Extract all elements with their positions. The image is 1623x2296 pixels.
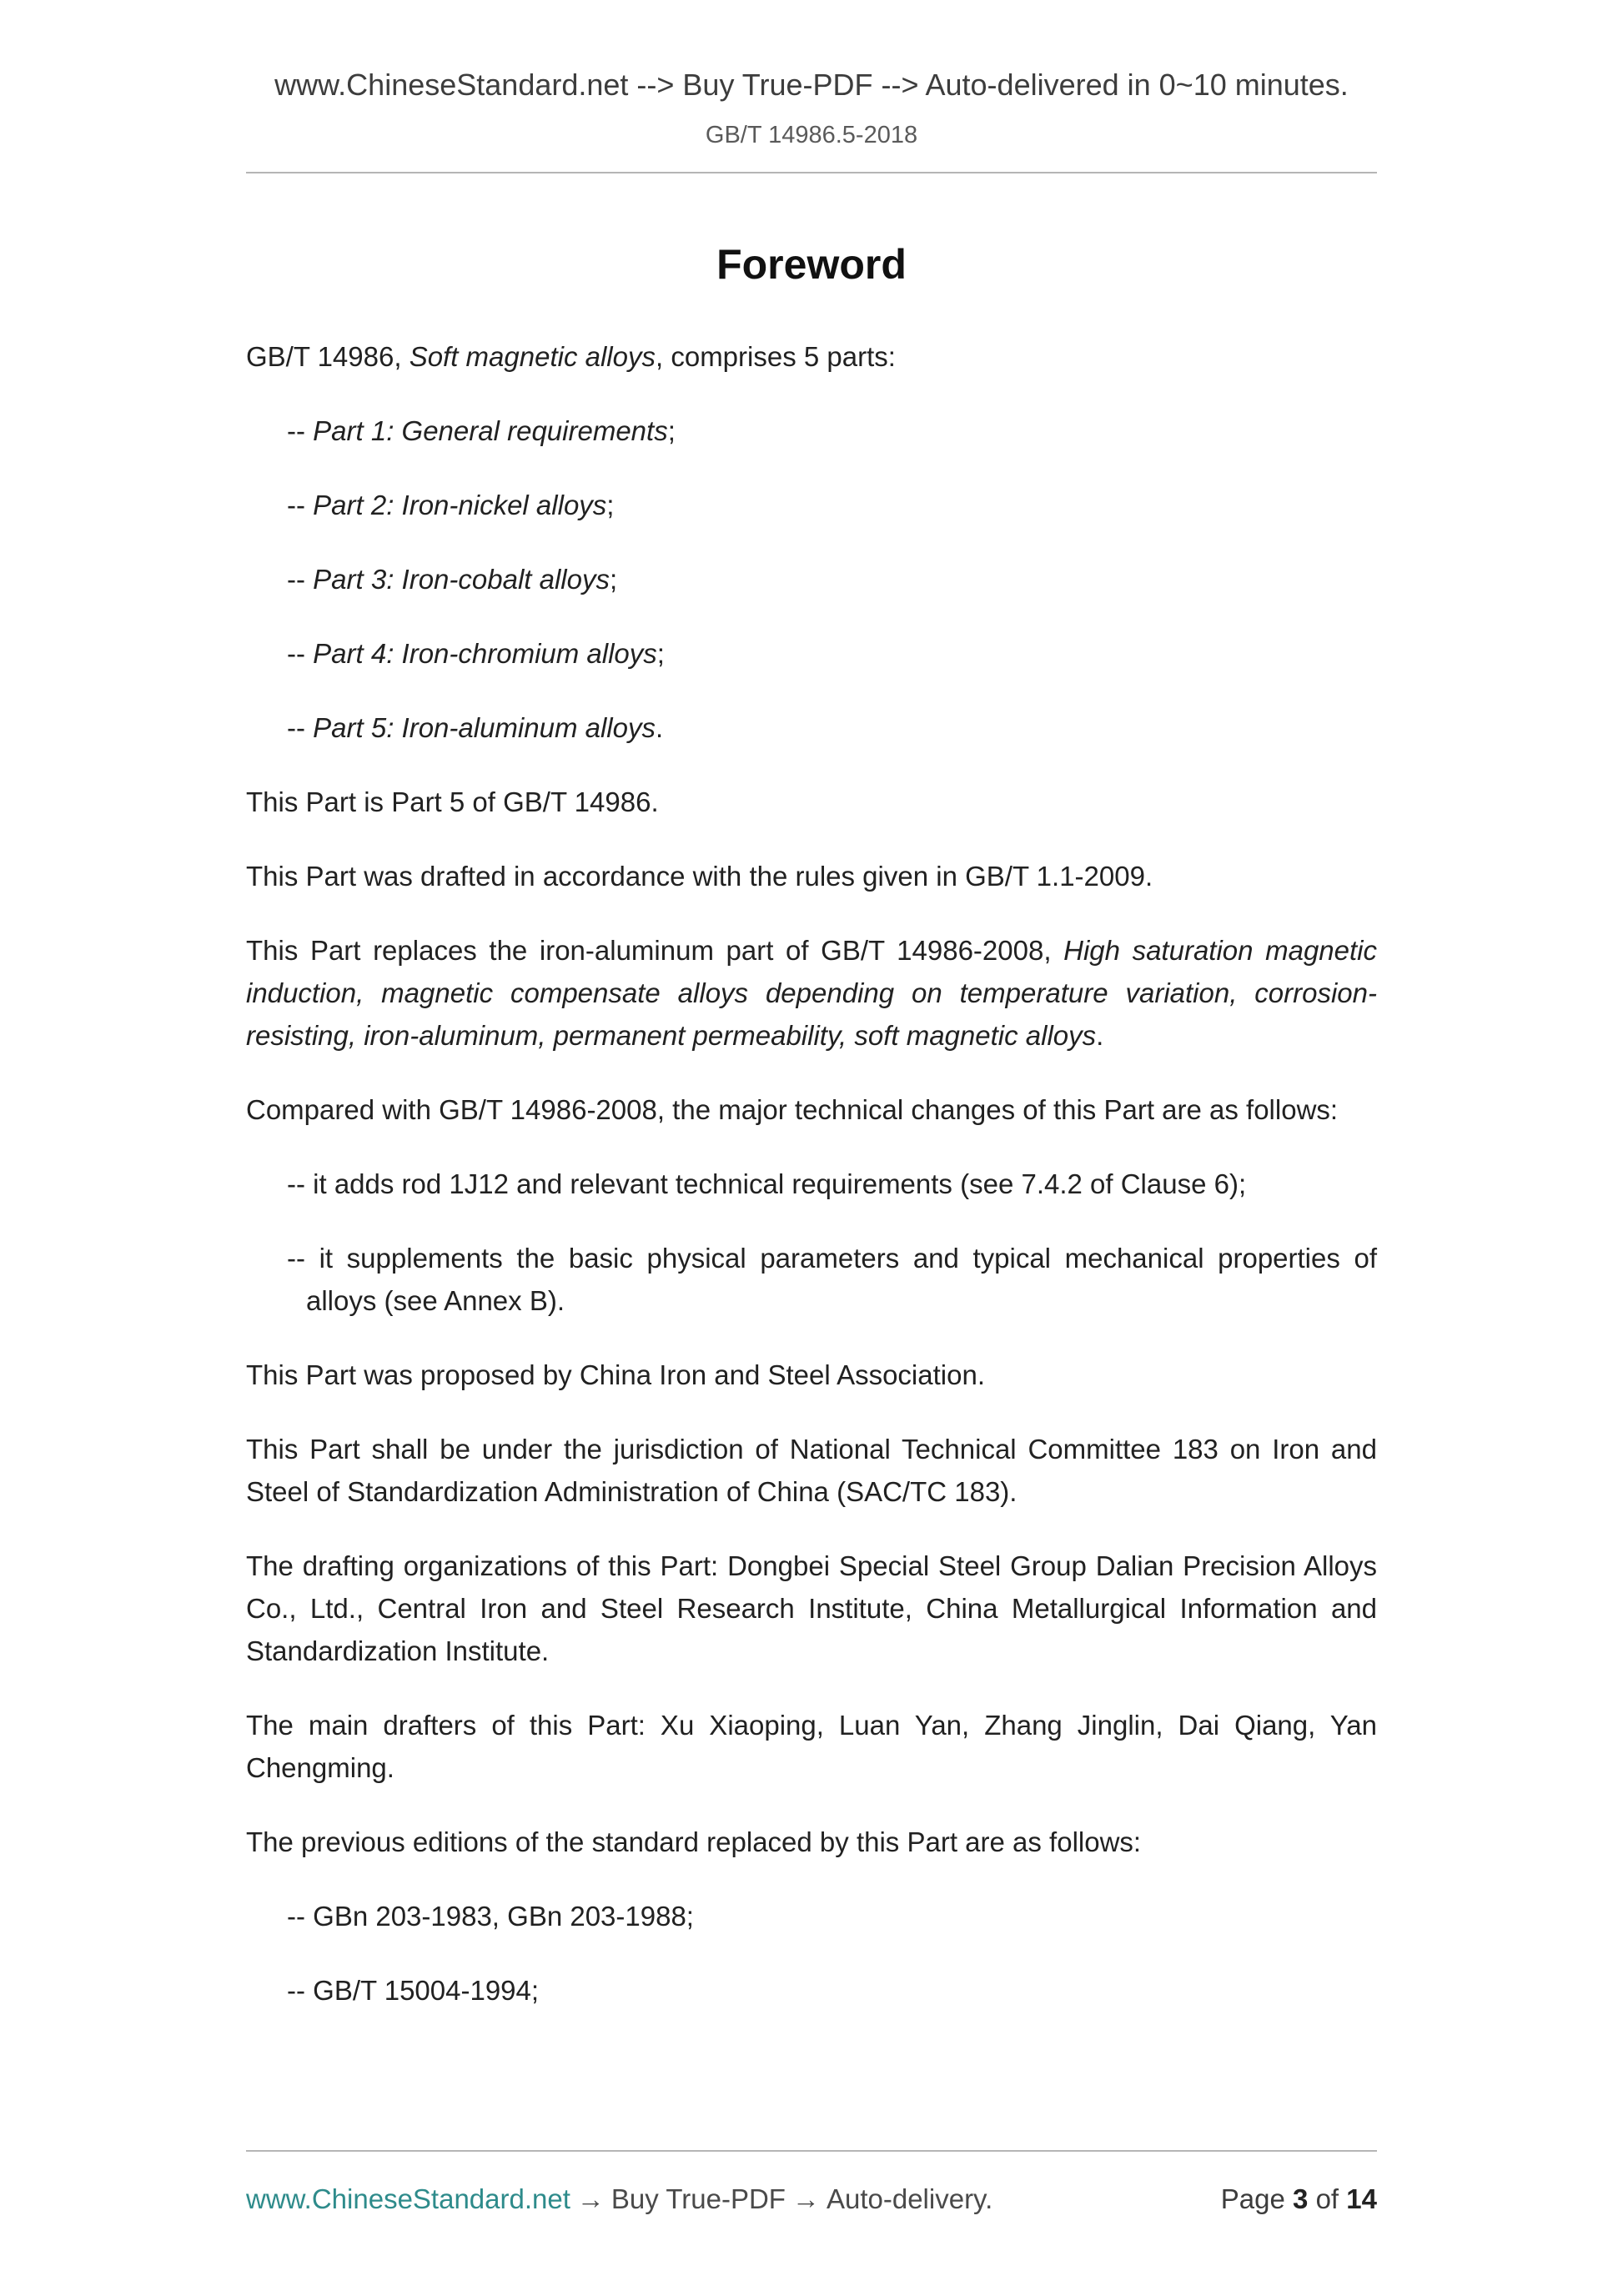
paragraph xyxy=(246,929,1377,1057)
list-item xyxy=(246,1163,1377,1205)
text: ; xyxy=(610,564,618,595)
footer-site-link[interactable]: www.ChineseStandard.net xyxy=(246,2183,570,2214)
text: GB/T 14986, xyxy=(246,341,410,372)
footer-delivery-text: Auto-delivery. xyxy=(826,2183,993,2214)
text: -- it supplements the basic physical parameters and typical mechanical properties of alloys (see Annex B). xyxy=(287,1243,1377,1316)
paragraph xyxy=(246,855,1377,897)
text: This Part was drafted in accordance with the rules given in GB/T 1.1-2009. xyxy=(246,861,1153,892)
paragraph xyxy=(246,1821,1377,1863)
arrow-icon: → xyxy=(576,2183,605,2214)
text: -- GB/T 15004-1994; xyxy=(287,1975,540,2006)
text: -- xyxy=(287,638,314,669)
paragraph xyxy=(246,781,1377,823)
text: -- xyxy=(287,415,314,446)
header-doc-number: GB/T 14986.5-2018 xyxy=(705,122,918,148)
italic-text: Part 2: Iron-nickel alloys xyxy=(313,490,607,520)
page-current: 3 xyxy=(1293,2183,1309,2214)
list-item xyxy=(246,558,1377,600)
paragraph xyxy=(246,335,1377,378)
text: The previous editions of the standard replaced by this Part are as follows: xyxy=(246,1826,1142,1857)
header-tagline: www.ChineseStandard.net --> Buy True-PDF --> Auto-delivered in 0~10 minutes. xyxy=(274,68,1349,102)
document-content xyxy=(246,240,1377,2012)
text: , comprises 5 parts: xyxy=(656,341,896,372)
footer-buy-text: Buy True-PDF xyxy=(611,2183,786,2214)
arrow-icon: → xyxy=(791,2183,820,2214)
list-item xyxy=(246,409,1377,452)
text: . xyxy=(655,712,664,743)
document-body xyxy=(246,335,1377,2012)
page-label: Page xyxy=(1220,2183,1285,2214)
text: ; xyxy=(606,490,615,520)
paragraph xyxy=(246,1354,1377,1396)
italic-text: High saturation magnetic induction, magnetic compensate alloys depending on temperature variation, corrosion-resisting, iron-aluminum, permanent permeability, soft magnetic alloys xyxy=(246,935,1378,1051)
text: -- it adds rod 1J12 and relevant technical requirements (see 7.4.2 of Clause 6); xyxy=(287,1168,1247,1199)
list-item xyxy=(246,706,1377,749)
text: -- xyxy=(287,564,314,595)
page-total: 14 xyxy=(1346,2183,1377,2214)
list-item xyxy=(246,1895,1377,1937)
paragraph xyxy=(246,1428,1377,1513)
text: -- GBn 203-1983, GBn 203-1988; xyxy=(287,1901,694,1932)
text: ; xyxy=(667,415,676,446)
list-item xyxy=(246,1969,1377,2012)
footer-branding xyxy=(246,2182,992,2217)
paragraph xyxy=(246,1088,1377,1131)
of-label: of xyxy=(1315,2183,1339,2214)
text: The drafting organizations of this Part: Dongbei Special Steel Group Dalian Precision Alloys Co., Ltd., Central Iron and Steel Research Institute, China Metallurgical Information and Standardization Institute. xyxy=(246,1550,1377,1666)
page-title: Foreword xyxy=(716,241,907,288)
italic-text: Soft magnetic alloys xyxy=(409,341,656,372)
italic-text: Part 1: General requirements xyxy=(313,415,668,446)
page-number xyxy=(1221,2182,1377,2217)
italic-text: Part 3: Iron-cobalt alloys xyxy=(313,564,610,595)
list-item xyxy=(246,1237,1377,1322)
page-footer xyxy=(246,2150,1377,2217)
italic-text: Part 4: Iron-chromium alloys xyxy=(313,638,657,669)
list-item xyxy=(246,484,1377,526)
text: . xyxy=(1096,1020,1104,1051)
paragraph xyxy=(246,1704,1377,1789)
text: This Part is Part 5 of GB/T 14986. xyxy=(246,786,659,817)
list-item xyxy=(246,632,1377,675)
text: -- xyxy=(287,490,314,520)
header-divider xyxy=(246,172,1377,173)
text: -- xyxy=(287,712,314,743)
text: Compared with GB/T 14986-2008, the major technical changes of this Part are as follows: xyxy=(246,1094,1339,1125)
text: This Part was proposed by China Iron and Steel Association. xyxy=(246,1359,985,1390)
text: ; xyxy=(656,638,665,669)
paragraph xyxy=(246,1545,1377,1672)
text: The main drafters of this Part: Xu Xiaoping, Luan Yan, Zhang Jinglin, Dai Qiang, Yan Chengming. xyxy=(246,1710,1377,1783)
text: This Part shall be under the jurisdiction of National Technical Committee 183 on Iron and Steel of Standardization Administration of China (SAC/TC 183). xyxy=(246,1434,1377,1507)
text: This Part replaces the iron-aluminum part of GB/T 14986-2008, xyxy=(246,935,1064,966)
page-header xyxy=(0,0,1623,173)
italic-text: Part 5: Iron-aluminum alloys xyxy=(313,712,656,743)
